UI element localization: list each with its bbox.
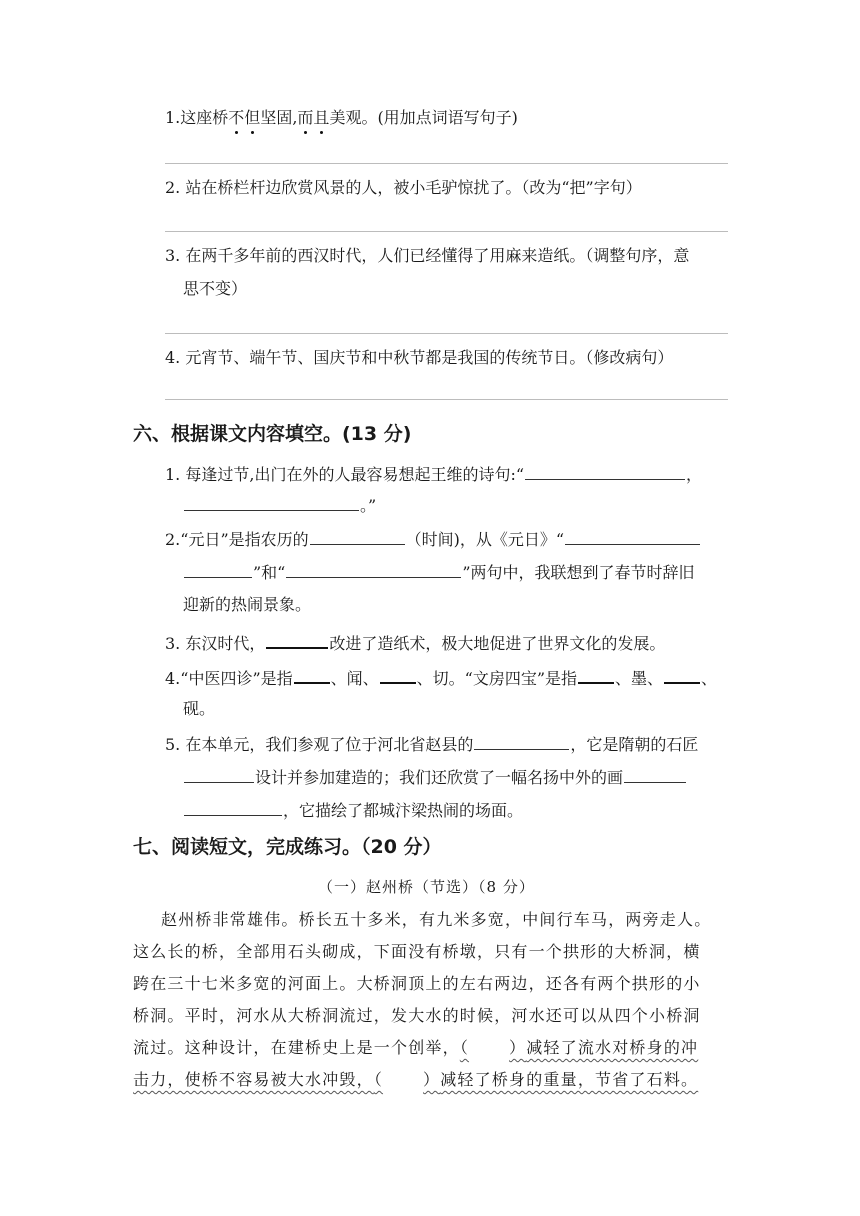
q6-5-text: 设计并参加建造的；我们还欣赏了一幅名扬中外的画	[255, 768, 624, 787]
q6-2-text: （时间)，从《元日》“	[405, 530, 565, 549]
passage-line-3: 跨在三十七米多宽的河面上。大桥洞顶上的左右两边，还各有两个拱形的小	[133, 974, 701, 993]
passage-line-5	[133, 1032, 733, 1064]
answer-line-5-2[interactable]	[165, 231, 728, 232]
section-6-heading: 六、根据课文内容填空。(13 分)	[133, 423, 412, 445]
q6-4-text: 、墨、	[615, 669, 664, 688]
blank[interactable]	[624, 766, 686, 783]
blank[interactable]	[578, 666, 614, 684]
question-6-3	[165, 631, 665, 655]
q6-5-text: 5. 在本单元，我们参观了位于河北省赵县的	[165, 735, 474, 754]
blank[interactable]	[184, 799, 282, 816]
q6-3-text: 改进了造纸术，极大地促进了世界文化的发展。	[329, 634, 666, 653]
passage-text: 流过。这种设计，在建桥史上是一个创举，	[133, 1038, 460, 1057]
question-6-5-line2	[183, 766, 687, 789]
q6-4-text: 、闻、	[330, 669, 379, 688]
blank[interactable]	[525, 463, 685, 480]
question-5-4: 4. 元宵节、端午节、国庆节和中秋节都是我国的传统节日。（修改病句）	[165, 348, 674, 367]
answer-line-5-4[interactable]	[165, 399, 728, 400]
passage-line-1: 赵州桥非常雄伟。桥长五十多米，有九米多宽，中间行车马，两旁走人。	[161, 910, 712, 929]
paren-close: ）	[423, 1070, 441, 1089]
answer-line-5-1[interactable]	[165, 163, 728, 164]
paren-close: ）	[509, 1038, 527, 1057]
wavy-underlined-text	[460, 1038, 698, 1057]
q6-4-text: 、	[701, 669, 718, 688]
q6-2-text: ”和“	[253, 563, 286, 582]
passage-line-6	[133, 1064, 733, 1096]
q6-3-text: 3. 东汉时代，	[165, 634, 266, 653]
q6-5-text: ，它描绘了都城汴梁热闹的场面。	[283, 801, 524, 820]
passage-line-4: 桥洞。平时，河水从大桥洞流过，发大水的时候，河水还可以从四个小桥洞	[133, 1006, 701, 1025]
wavy-underlined-text	[133, 1070, 698, 1089]
blank[interactable]	[184, 561, 252, 578]
blank[interactable]	[294, 666, 330, 684]
q6-5-text: ，它是隋朝的石匠	[570, 735, 699, 754]
passage-title: （一）赵州桥（节选）（8 分）	[318, 878, 535, 896]
question-6-2-line3: 迎新的热闹景象。	[183, 595, 312, 614]
blank[interactable]	[565, 528, 700, 545]
blank[interactable]	[380, 666, 416, 684]
question-6-5-line1	[165, 733, 698, 756]
question-5-3-line1: 3. 在两千多年前的西汉时代，人们已经懂得了用麻来造纸。（调整句序，意	[165, 246, 690, 265]
dotted-char: 而	[297, 108, 314, 127]
question-6-5-line3	[183, 799, 523, 822]
q1-mid: 坚固,	[260, 108, 298, 127]
question-6-4-line1	[165, 666, 717, 690]
paren-open: （	[459, 1038, 470, 1057]
q6-1-comma: ，	[686, 465, 703, 484]
paren-open: （	[373, 1070, 384, 1089]
blank[interactable]	[474, 733, 569, 750]
passage-text: 减轻了流水对桥身的冲	[526, 1038, 699, 1057]
question-6-4-line2: 砚。	[183, 699, 216, 718]
dotted-char: 但	[244, 108, 261, 127]
question-6-2-line2	[183, 561, 695, 584]
q6-4-text: 、切。“文房四宝”是指	[416, 669, 578, 688]
blank[interactable]	[310, 528, 405, 545]
question-6-2-line1	[165, 528, 701, 551]
blank[interactable]	[266, 631, 328, 649]
q6-4-text: 4.“中医四诊”是指	[165, 669, 293, 688]
section-7-heading: 七、阅读短文，完成练习。（20 分）	[133, 836, 442, 858]
blank[interactable]	[286, 561, 461, 578]
q6-1-text: 1. 每逢过节,出门在外的人最容易想起王维的诗句:“	[165, 465, 525, 484]
passage-line-2: 这么长的桥，全部用石头砌成，下面没有桥墩，只有一个拱形的大桥洞，横	[133, 942, 701, 961]
question-6-1-line2	[183, 494, 376, 517]
blank[interactable]	[184, 766, 254, 783]
blank[interactable]	[664, 666, 700, 684]
q6-1-end: 。”	[360, 496, 377, 515]
answer-line-5-3[interactable]	[165, 333, 728, 334]
question-5-3-line2: 思不变）	[183, 279, 248, 298]
q1-pre: 这座桥	[180, 108, 229, 127]
question-6-1-line1	[165, 463, 702, 486]
q6-2-text: 2.“元日”是指农历的	[165, 530, 309, 549]
q1-post: 美观。(用加点词语写句子)	[329, 108, 518, 127]
question-5-1	[165, 107, 518, 129]
passage-text: 击力，使桥不容易被大水冲毁，	[133, 1070, 374, 1089]
dotted-char: 不	[228, 108, 245, 127]
blank[interactable]	[184, 494, 359, 511]
q1-number: 1.	[165, 108, 181, 127]
question-5-2: 2. 站在桥栏杆边欣赏风景的人，被小毛驴惊扰了。（改为“把”字句）	[165, 178, 642, 197]
dotted-char: 且	[313, 108, 330, 127]
passage-text: 减轻了桥身的重量，节省了石料。	[440, 1070, 699, 1089]
q6-2-text: ”两句中，我联想到了春节时辞旧	[462, 563, 695, 582]
